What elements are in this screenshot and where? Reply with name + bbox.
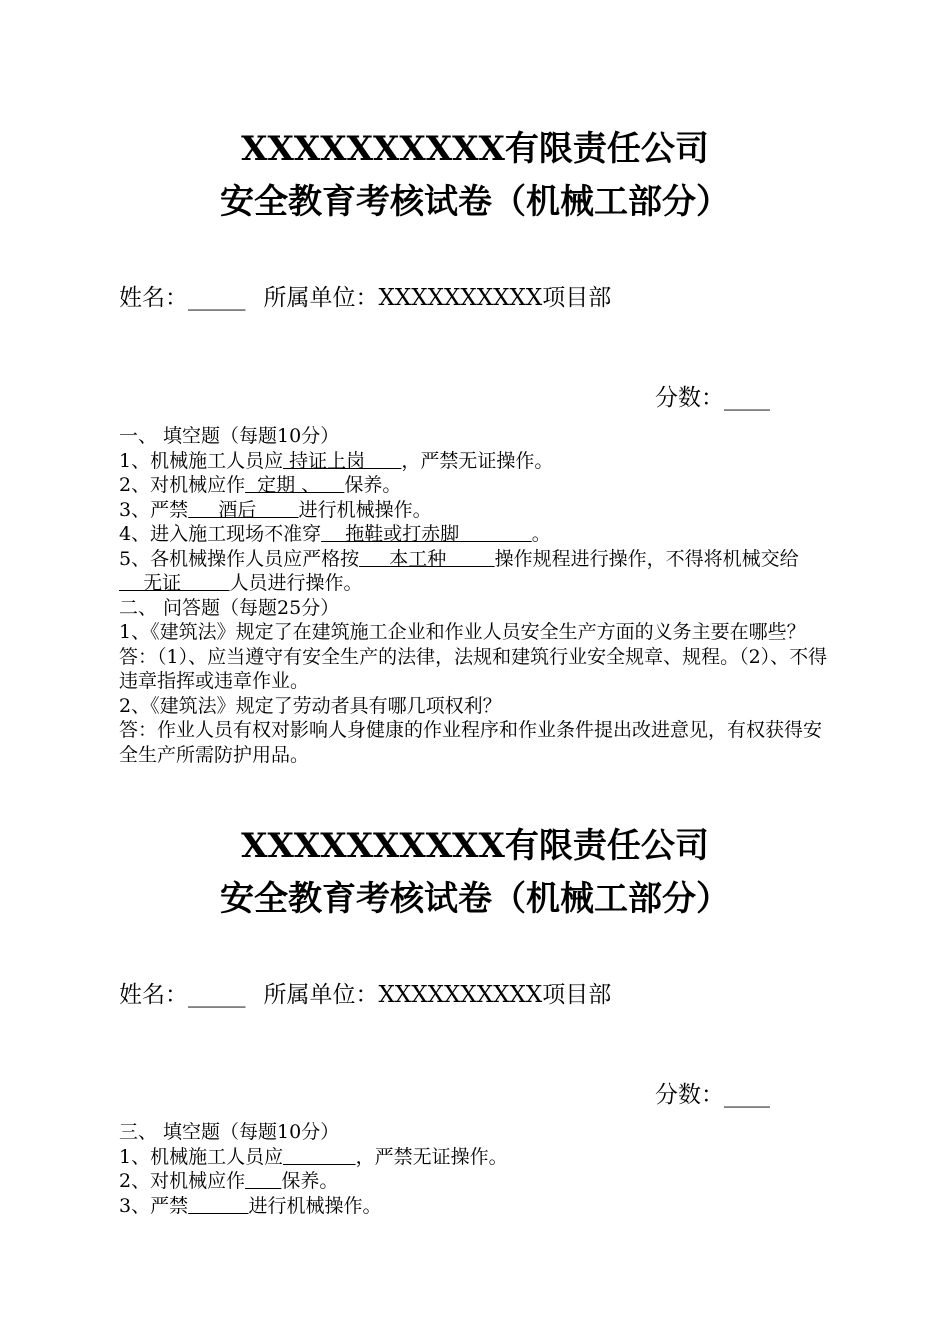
- exam-title-subject: 安全教育考核试卷（机械工部分）: [220, 879, 730, 919]
- name-blank: _____: [188, 982, 246, 1008]
- section-heading: 一、 填空题（每题10分）: [119, 425, 340, 447]
- exam-title-company: XXXXXXXXXX有限责任公司: [241, 129, 709, 169]
- name-label: 姓名：: [119, 982, 188, 1008]
- score-field: [655, 384, 770, 412]
- question-1: 1、机械施工人员应 ，严禁无证操作。: [119, 1145, 508, 1168]
- question-2: 2、对机械应作 保养。: [119, 1170, 339, 1192]
- answer-blank: 持证上岗: [283, 449, 402, 472]
- answer-blank: [283, 1146, 355, 1168]
- exam-body: [119, 424, 839, 767]
- answer-blank: 定期 、: [245, 474, 345, 496]
- name-label: 姓名：: [119, 285, 188, 311]
- answer-blank: 本工种: [359, 547, 495, 570]
- answer-blank: [245, 1170, 281, 1192]
- qa-question-2: 2、《建筑法》规定了劳动者具有哪几项权利？: [119, 694, 502, 717]
- exam-title-company: XXXXXXXXXX有限责任公司: [241, 826, 709, 866]
- section-heading: 三、 填空题（每题10分）: [119, 1121, 340, 1143]
- answer-blank: [188, 1195, 248, 1217]
- unit-label: 所属单位：XXXXXXXXXX项目部: [263, 982, 612, 1008]
- score-label: 分数：: [655, 385, 724, 411]
- examinee-info: [119, 284, 611, 312]
- score-label: 分数：: [655, 1082, 724, 1108]
- score-blank: ____: [724, 1082, 770, 1108]
- answer-blank: 拖鞋或打赤脚: [321, 523, 532, 545]
- examinee-info: [119, 981, 611, 1009]
- question-1: 1、机械施工人员应 持证上岗 ，严禁无证操作。: [119, 449, 554, 472]
- qa-question-1: 1、《建筑法》规定了在建筑施工企业和作业人员安全生产方面的义务主要在哪些？: [119, 621, 806, 643]
- score-blank: ____: [724, 385, 770, 411]
- section-heading: 二、 问答题（每题25分）: [119, 596, 340, 619]
- question-2: 2、对机械应作 定期 、 保养。: [119, 474, 402, 496]
- question-3: 3、严禁 进行机械操作。: [119, 1194, 382, 1217]
- exam-title-subject: 安全教育考核试卷（机械工部分）: [220, 182, 730, 222]
- exam-body: [119, 1120, 839, 1218]
- answer-blank: 无证: [119, 572, 230, 594]
- qa-answer-1: 答：（1）、应当遵守有安全生产的法律，法规和建筑行业安全规章、规程。（2）、不得违章指挥或违章作业。: [119, 645, 828, 692]
- question-4: 4、进入施工现场不准穿 拖鞋或打赤脚 。: [119, 523, 551, 545]
- question-5: 5、各机械操作人员应严格按 本工种 操作规程进行操作，不得将机械交给 无证 人员进行操作。: [119, 547, 799, 594]
- unit-label: 所属单位：XXXXXXXXXX项目部: [263, 285, 612, 311]
- answer-blank: 酒后: [188, 498, 299, 521]
- name-blank: _____: [188, 285, 246, 311]
- question-3: 3、严禁 酒后 进行机械操作。: [119, 498, 432, 521]
- qa-answer-2: 答：作业人员有权对影响人身健康的作业程序和作业条件提出改进意见，有权获得安全生产所需防护用品。: [119, 719, 823, 766]
- score-field: [655, 1081, 770, 1109]
